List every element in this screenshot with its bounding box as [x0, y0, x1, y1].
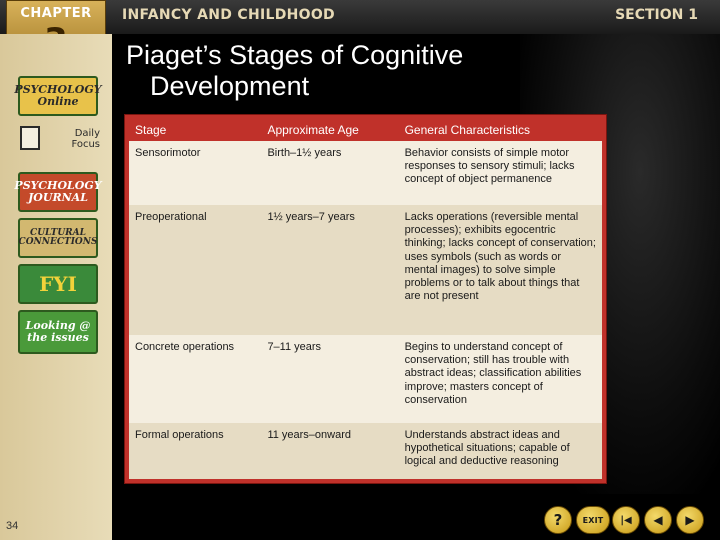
table-cell: Formal operations	[129, 423, 261, 479]
slide-title-line2: Development	[150, 71, 310, 102]
chapter-word: CHAPTER	[20, 6, 92, 21]
daily-focus-icon[interactable]	[20, 126, 40, 150]
table-cell: 1½ years–7 years	[261, 205, 398, 335]
table-row	[129, 205, 602, 335]
sidebar-item-label: FYI	[39, 271, 77, 296]
sidebar-item-label: Looking @ the issues	[25, 319, 91, 344]
looking-at-issues-icon[interactable]	[18, 310, 98, 354]
sidebar-item-label[interactable]: Daily Focus	[71, 128, 100, 150]
section-label: SECTION 1	[615, 7, 698, 23]
table-cell: Sensorimotor	[129, 141, 261, 205]
table-row	[129, 335, 602, 423]
psychology-journal-icon[interactable]	[14, 172, 102, 212]
psychology-online-icon[interactable]	[14, 76, 102, 116]
stages-table	[124, 114, 607, 484]
previous-icon: ◀	[653, 513, 663, 527]
table-cell: Lacks operations (reversible mental processes); exhibits egocentric thinking; lacks concept of conservation; uses symbols (such as words or mental images) to solve simple problems or to talk about things that are not present	[399, 205, 602, 335]
exit-button[interactable]	[576, 506, 610, 534]
sidebar-item-label: PSYCHOLOGY JOURNAL	[14, 179, 102, 204]
table-cell: Concrete operations	[129, 335, 261, 423]
table-cell: 7–11 years	[261, 335, 398, 423]
first-icon: |◀	[620, 514, 632, 526]
help-button[interactable]	[544, 506, 572, 534]
help-icon: ?	[553, 511, 563, 529]
first-slide-button[interactable]	[612, 506, 640, 534]
page-number: 34	[6, 520, 19, 532]
table-row	[129, 423, 602, 479]
next-slide-button[interactable]	[676, 506, 704, 534]
slide-title-line1: Piaget’s Stages of Cognitive	[126, 40, 464, 70]
table-header-cell: Approximate Age	[267, 123, 359, 137]
table-cell: Preoperational	[129, 205, 261, 335]
previous-slide-button[interactable]	[644, 506, 672, 534]
table-cell: Understands abstract ideas and hypothetical situations; capable of logical and deductive reasoning	[399, 423, 602, 479]
table-row	[129, 141, 602, 205]
sidebar-item-label: CULTURAL CONNECTIONS	[18, 227, 98, 247]
cultural-connections-icon[interactable]	[18, 218, 98, 258]
table-cell: 11 years–onward	[261, 423, 398, 479]
table-cell: Birth–1½ years	[261, 141, 398, 205]
table-cell: Begins to understand concept of conservation; still has trouble with abstract ideas; classification abilities improve; masters concept of conservation	[399, 335, 602, 423]
top-bar	[0, 0, 720, 34]
next-icon: ▶	[685, 513, 695, 527]
table-header-row	[129, 119, 602, 141]
exit-label: EXIT	[582, 515, 604, 525]
table-header-cell: General Characteristics	[404, 123, 530, 137]
header-title: INFANCY AND CHILDHOOD	[122, 7, 335, 23]
table-header-cell: Stage	[135, 123, 167, 137]
stages-table-grid	[129, 119, 602, 479]
sidebar-item-label: PSYCHOLOGY Online	[14, 83, 102, 108]
fyi-icon[interactable]	[18, 264, 98, 304]
slide-title	[126, 40, 566, 102]
table-cell: Behavior consists of simple motor responses to sensory stimuli; lacks concept of object permanence	[399, 141, 602, 205]
